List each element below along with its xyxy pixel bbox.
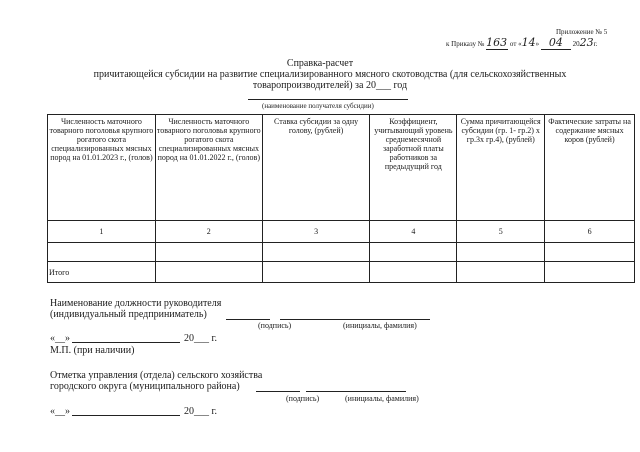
column-header: Численность маточного товарного поголовья крупного рогатого скота специализированных мясных пород на 01.01.2022 г., (голов): [155, 115, 262, 221]
column-number: 1: [48, 221, 156, 243]
table-cell[interactable]: [262, 262, 370, 283]
column-number: 5: [457, 221, 545, 243]
name-caption: (инициалы, фамилия): [343, 321, 417, 330]
order-month: 04: [541, 36, 571, 50]
order-suffix: г.: [593, 40, 598, 48]
table-row: [48, 243, 635, 262]
order-day: 14: [521, 36, 536, 49]
order-number: 163: [486, 36, 508, 49]
district-label: городского округа (муниципального района): [50, 381, 240, 392]
table-number-row: [48, 221, 635, 243]
table-cell[interactable]: [48, 243, 156, 262]
order-prefix: к Приказу №: [446, 40, 485, 48]
total-label: Итого: [48, 262, 156, 283]
entrepreneur-label: (индивидуальный предприниматель): [50, 309, 207, 320]
column-header: Численность маточного товарного поголовья крупного рогатого скота специализированных мясных пород на 01.01.2023 г., (голов): [48, 115, 156, 221]
stamp-label: М.П. (при наличии): [50, 345, 135, 356]
table-header-row: [48, 115, 635, 221]
table-cell[interactable]: [155, 243, 262, 262]
table-cell[interactable]: [370, 243, 457, 262]
signature-line[interactable]: [226, 319, 270, 320]
table-cell[interactable]: [155, 262, 262, 283]
name-line[interactable]: [306, 391, 406, 392]
table-cell[interactable]: [262, 243, 370, 262]
column-header: Ставка субсидии за одну голову, (рублей): [262, 115, 370, 221]
date-year: 20___ г.: [184, 406, 217, 417]
column-number: 4: [370, 221, 457, 243]
order-year: 23: [579, 36, 594, 49]
appendix-title: Приложение № 5: [556, 28, 608, 36]
document-title: Справка-расчет: [286, 58, 354, 69]
table-cell[interactable]: [545, 262, 635, 283]
column-header: Коэффициент, учитывающий уровень среднемесячной заработной платы работников за предыдущий год: [370, 115, 457, 221]
document-subtitle-line2: товаропроизводителей) за 20___ год: [252, 80, 408, 91]
recipient-caption: (наименование получателя субсидии): [262, 102, 374, 110]
table-cell[interactable]: [370, 262, 457, 283]
name-caption: (инициалы, фамилия): [345, 394, 419, 403]
order-reference: [446, 36, 597, 50]
order-mid: »: [535, 40, 540, 48]
column-header: Фактические затраты на содержание мясных коров (рублей): [545, 115, 635, 221]
date-month-line[interactable]: [72, 415, 180, 416]
date-year: 20___ г.: [184, 333, 217, 344]
department-mark-label: Отметка управления (отдела) сельского хозяйства: [50, 370, 263, 381]
date-open: «__»: [50, 406, 70, 417]
name-line[interactable]: [280, 319, 430, 320]
column-header: Сумма причитающейся субсидии (гр. 1- гр.2) х гр.3х гр.4), (рублей): [457, 115, 545, 221]
column-number: 2: [155, 221, 262, 243]
table-cell[interactable]: [457, 262, 545, 283]
order-year-prefix: 20: [572, 40, 580, 48]
column-number: 6: [545, 221, 635, 243]
table-total-row: [48, 262, 635, 283]
column-number: 3: [262, 221, 370, 243]
signature-line[interactable]: [256, 391, 300, 392]
date-month-line[interactable]: [72, 342, 180, 343]
subsidy-table: [47, 114, 635, 283]
recipient-line: [248, 99, 408, 100]
signature-caption: (подпись): [258, 321, 292, 330]
manager-position-label: Наименование должности руководителя: [50, 298, 222, 309]
document-subtitle-line1: причитающейся субсидии на развитие специализированного мясного скотоводства (для сельскохозяйственных: [93, 69, 567, 80]
order-from: от «: [509, 40, 522, 48]
table-cell[interactable]: [457, 243, 545, 262]
date-open: «__»: [50, 333, 70, 344]
table-cell[interactable]: [545, 243, 635, 262]
signature-caption: (подпись): [286, 394, 320, 403]
